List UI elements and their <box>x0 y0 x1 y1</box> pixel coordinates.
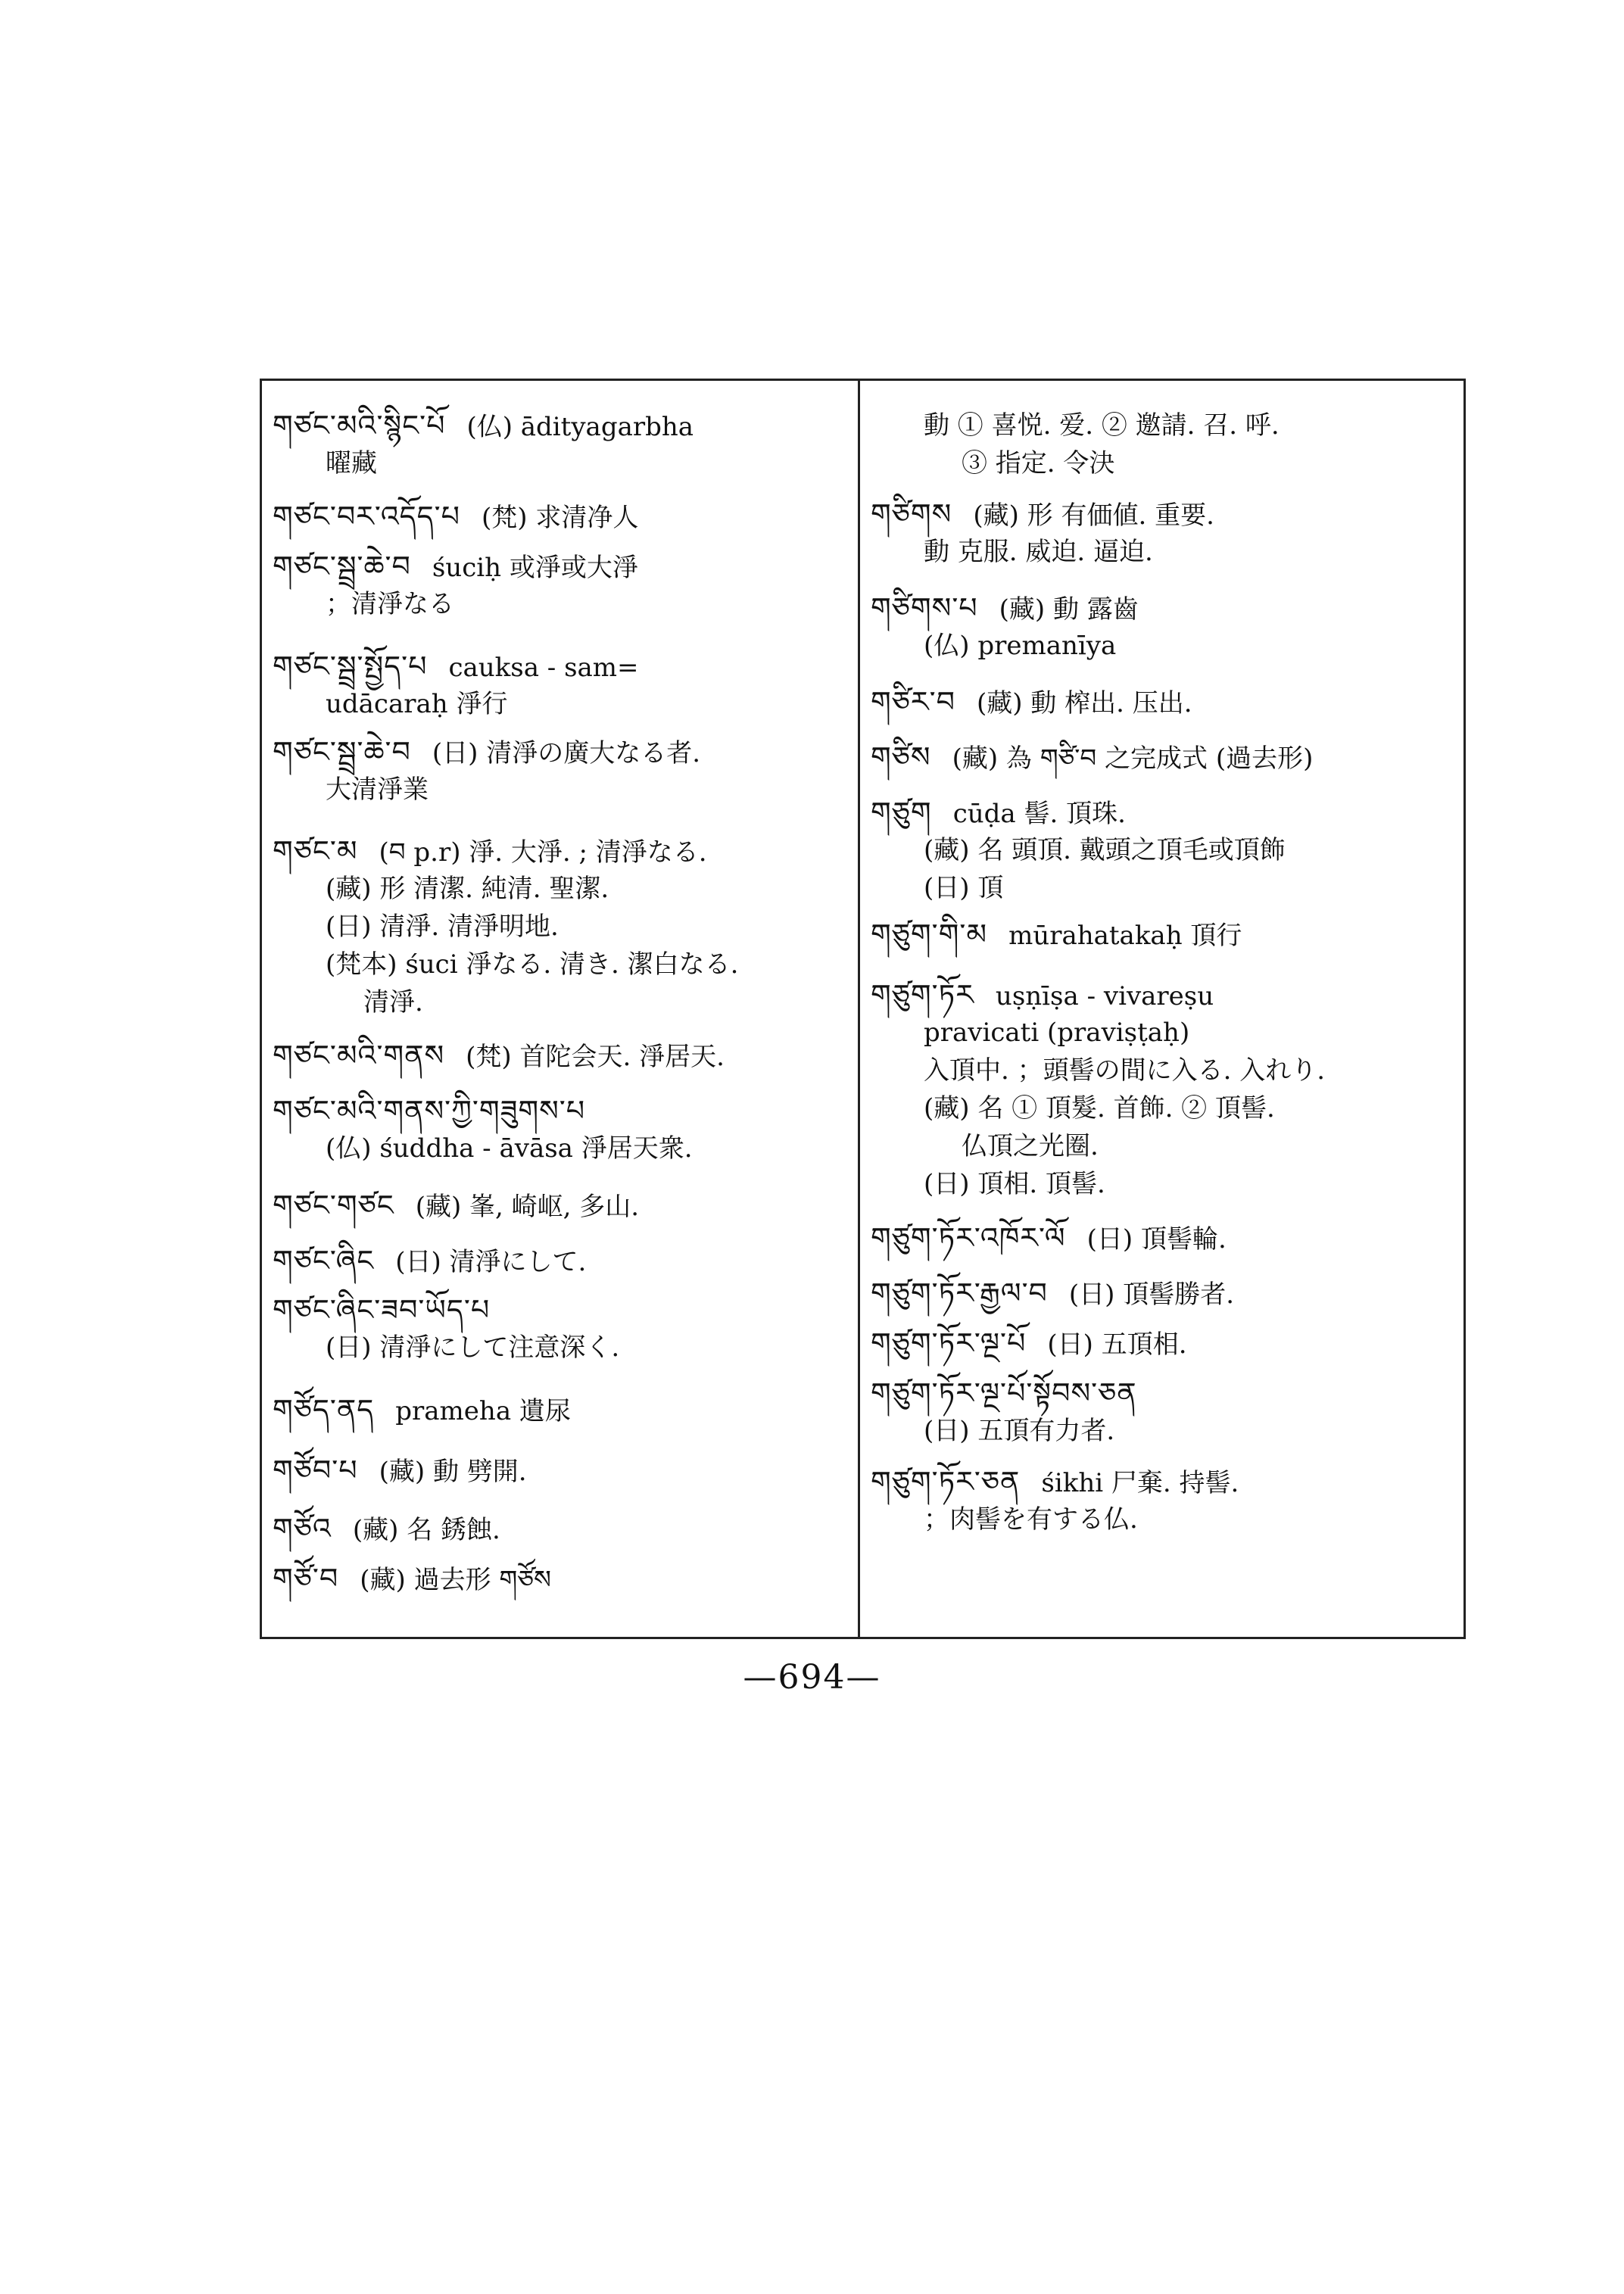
tibetan-headword: གཙུག་ཏོར་རྒྱལ་བ <box>871 1276 1048 1310</box>
definition-text: (藏) 峯, 崎岖, 多山. <box>415 1192 640 1222</box>
definition-text: (日) 頂髻輪. <box>1086 1224 1227 1255</box>
definition-text: (藏) 為 གཙི་བ 之完成式 (過去形) <box>952 743 1314 774</box>
entry-line <box>273 1454 527 1488</box>
tibetan-headword: གཙང་མའི་གནས་ཀྱི་གཟུགས་པ <box>273 1094 586 1127</box>
definition-text: (日) 頂相. 頂髻. <box>924 1169 1105 1199</box>
definition-text: 動 克服. 威迫. 逼迫. <box>924 537 1153 567</box>
entry-line <box>871 918 1242 952</box>
entry-line <box>273 1189 639 1223</box>
entry-line <box>924 1503 1138 1536</box>
definition-text: (仏) ādityagarbha <box>466 412 694 442</box>
tibetan-headword: གཙུག་ཏོར་འཁོར་ལོ <box>871 1221 1066 1255</box>
tibetan-headword: གཙུག་ཏོར་ལྔ་པོ <box>871 1326 1027 1360</box>
entry-line <box>871 978 1214 1013</box>
tibetan-headword: གཙོབ་པ <box>273 1454 358 1487</box>
tibetan-headword: གཙོད་ནད <box>273 1393 375 1426</box>
tibetan-headword: གཙང་ཞིང་ཟབ་ཡོད་པ <box>273 1293 491 1326</box>
tibetan-headword: གཙང་མའི་སྙིང་པོ <box>273 409 446 442</box>
definition-text: (日) 頂髻勝者. <box>1068 1279 1235 1310</box>
tibetan-headword: གཙང་སྦྲ་སྤྱོད་པ <box>273 650 428 683</box>
definition-text: mūrahatakaḥ 頂行 <box>1008 921 1242 951</box>
entry-line <box>326 1331 619 1364</box>
definition-text: 入頂中. ；頭髻の間に入る. 入れり. <box>924 1055 1326 1086</box>
entry-line <box>363 986 423 1019</box>
definition-text: (日) 清淨にして. <box>395 1247 587 1277</box>
definition-text: (藏) 形 有価値. 重要. <box>973 500 1214 531</box>
entry-line <box>924 1016 1189 1049</box>
entry-line <box>273 1393 571 1428</box>
definition-text: 曜藏 <box>326 448 377 478</box>
definition-text: 大清淨業 <box>326 775 429 805</box>
entry-line <box>326 773 429 806</box>
definition-text: (བ p.r) 淨. 大淨. ; 清淨なる. <box>379 837 707 868</box>
entry-line <box>326 1132 693 1165</box>
definition-text: (仏) śuddha - āvāsa 淨居天衆. <box>326 1133 693 1164</box>
entry-line <box>273 1293 511 1328</box>
entry-line <box>273 650 639 684</box>
entry-line <box>871 685 1192 720</box>
entry-line <box>924 1092 1275 1125</box>
definition-text: cūḍa 髻. 頂珠. <box>952 799 1126 829</box>
tibetan-headword: གཙང་སྦྲ་ཆེ་བ <box>273 735 411 768</box>
definition-text: (日) 清淨. 清淨明地. <box>326 912 559 942</box>
definition-text: ；清淨なる <box>326 589 454 619</box>
entry-line <box>273 500 638 535</box>
definition-text: (日) 頂 <box>924 873 1004 903</box>
tibetan-headword: གཙང་མའི་གནས <box>273 1039 445 1072</box>
entry-line <box>871 740 1313 775</box>
definition-text: (藏) 名 ① 頂髮. 首飾. ② 頂髻. <box>924 1093 1275 1124</box>
definition-text: (日) 清淨にして注意深く. <box>326 1332 620 1363</box>
definition-text: ③ 指定. 令決 <box>962 448 1115 478</box>
entry-line <box>273 550 638 584</box>
entry-line <box>924 834 1286 867</box>
entry-line <box>273 1094 606 1129</box>
definition-text: cauksa - sam= <box>448 653 639 683</box>
entry-line <box>924 1167 1105 1201</box>
entry-line <box>871 1221 1227 1256</box>
definition-text: uṣṇīṣa - vivareṣu <box>995 981 1214 1011</box>
definition-text: (日) 五頂相. <box>1047 1329 1187 1360</box>
tibetan-headword: གཙུག་ཏོར་ལྔ་པོ་སྟོབས་ཅན <box>871 1376 1137 1410</box>
entry-line <box>871 1276 1234 1311</box>
entry-line <box>326 910 559 943</box>
entry-line <box>273 834 707 869</box>
definition-text: (藏) 名 頭頂. 戴頭之頂毛或頂飾 <box>924 835 1286 865</box>
entry-line <box>871 1326 1187 1361</box>
tibetan-headword: གཙིས <box>871 740 931 774</box>
tibetan-headword: གཙང་ཞིང <box>273 1244 375 1277</box>
entry-line <box>962 447 1114 480</box>
definition-text: (藏) 動 榨出. 压出. <box>976 688 1192 718</box>
definition-text: (藏) 名 銹蝕. <box>352 1515 500 1545</box>
definition-text: udācaraḥ 淨行 <box>326 689 508 719</box>
entry-line <box>326 872 609 905</box>
entry-line <box>326 687 507 721</box>
tibetan-headword: གཙུག་ཏོར་ཅན <box>871 1465 1021 1498</box>
definition-text: (藏) 形 清潔. 純清. 聖潔. <box>326 874 609 904</box>
definition-text: prameha 遺尿 <box>395 1396 571 1426</box>
tibetan-headword: གཙིགས་པ <box>871 591 978 625</box>
entry-line <box>924 535 1153 569</box>
entry-line <box>924 1054 1325 1087</box>
definition-text: pravicati (praviṣṭaḥ) <box>924 1018 1190 1048</box>
entry-line <box>273 1244 586 1279</box>
definition-text: (藏) 動 劈開. <box>379 1457 527 1487</box>
tibetan-headword: གཙང་གཙང <box>273 1189 394 1222</box>
entry-line <box>273 735 700 770</box>
definition-text: (梵本) śuci 淨なる. 清き. 潔白なる. <box>326 949 739 980</box>
column-divider <box>858 379 860 1639</box>
page-number: —694— <box>743 1658 881 1697</box>
definition-text: (仏) premanīya <box>924 631 1117 661</box>
definition-text: (日) 五頂有力者. <box>924 1416 1115 1446</box>
entry-line <box>924 409 1280 442</box>
tibetan-headword: གཙང་མ <box>273 834 358 868</box>
entry-line <box>326 948 738 981</box>
definition-text: śuciḥ 或淨或大淨 <box>432 553 638 583</box>
entry-line <box>962 1130 1099 1163</box>
definition-text: (藏) 動 露齒 <box>999 594 1139 625</box>
entry-line <box>273 1039 725 1074</box>
entry-line <box>924 1414 1114 1448</box>
tibetan-headword: གཙང་སྦྲ་ཆེ་བ <box>273 550 411 583</box>
entry-line <box>871 1465 1239 1500</box>
tibetan-headword: གཙིགས <box>871 497 952 531</box>
entry-line <box>871 591 1139 626</box>
tibetan-headword: གཙོའ <box>273 1512 332 1545</box>
entry-line <box>924 629 1116 662</box>
definition-text: (梵) 首陀会天. 淨居天. <box>466 1042 725 1072</box>
entry-line <box>871 497 1214 532</box>
definition-text: (日) 清淨の廣大なる者. <box>432 738 701 768</box>
entry-line <box>273 409 694 444</box>
tibetan-headword: གཙུག <box>871 796 932 829</box>
tibetan-headword: གཙིར་བ <box>871 685 955 718</box>
entry-line <box>326 447 377 480</box>
entry-line <box>871 1376 1158 1411</box>
tibetan-headword: གཙང་བར་འདོད་པ <box>273 500 460 533</box>
tibetan-headword: གཙོ་བ <box>273 1562 339 1595</box>
tibetan-headword: གཙུག་ཏོར <box>871 978 974 1011</box>
entry-line <box>273 1562 551 1597</box>
definition-text: 仏頂之光圈. <box>962 1131 1099 1161</box>
tibetan-headword: གཙུག་གི་མ <box>871 918 988 951</box>
definition-text: ；肉髻を有する仏. <box>924 1504 1138 1535</box>
definition-text: (藏) 過去形 གཙོས <box>360 1565 551 1595</box>
definition-text: 動 ① 喜悦. 爱. ② 邀請. 召. 呼. <box>924 410 1280 441</box>
definition-text: 清淨. <box>363 987 423 1018</box>
entry-line <box>871 796 1126 831</box>
definition-text: śikhi 尸棄. 持髻. <box>1041 1468 1239 1498</box>
definition-text: (梵) 求清净人 <box>481 503 639 533</box>
entry-line <box>924 871 1003 905</box>
entry-line <box>326 588 454 621</box>
entry-line <box>273 1512 500 1547</box>
